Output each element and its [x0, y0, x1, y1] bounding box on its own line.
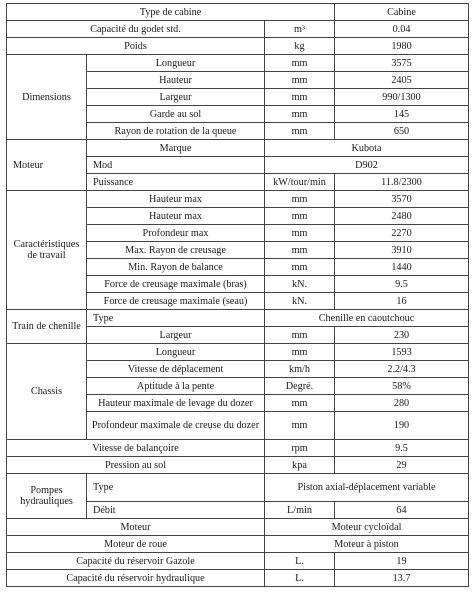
row-value: 1440	[335, 259, 469, 276]
row-label: Moteur de roue	[7, 536, 265, 553]
table-row	[7, 457, 469, 474]
row-value: 16	[335, 293, 469, 310]
row-value: Piston axial-déplacement variable	[265, 474, 469, 502]
table-row	[7, 55, 469, 72]
row-value: D902	[265, 157, 469, 174]
row-unit: mm	[265, 72, 335, 89]
row-value: 650	[335, 123, 469, 140]
row-label: Moteur	[7, 519, 265, 536]
row-label: Largeur	[87, 327, 265, 344]
row-unit: mm	[265, 344, 335, 361]
row-unit: mm	[265, 89, 335, 106]
row-value: 9.5	[335, 440, 469, 457]
row-value: 3575	[335, 55, 469, 72]
group-label-travail: Caractéristiques de travail	[7, 191, 87, 310]
row-label: Capacité du godet std.	[7, 21, 265, 38]
row-label: Type	[87, 310, 265, 327]
table-row	[7, 140, 469, 157]
row-label: Hauteur maximale de levage du dozer	[87, 395, 265, 412]
row-label: Puissance	[87, 174, 265, 191]
table-row	[7, 553, 469, 570]
table-row	[7, 4, 469, 21]
row-label: Vitesse de déplacement	[87, 361, 265, 378]
row-label: Profondeur max	[87, 225, 265, 242]
table-row	[7, 474, 469, 502]
row-label: Marque	[87, 140, 265, 157]
table-row	[7, 440, 469, 457]
row-unit: L.	[265, 553, 335, 570]
row-value: 2270	[335, 225, 469, 242]
row-unit: rpm	[265, 440, 335, 457]
row-unit: mm	[265, 259, 335, 276]
row-value: 13.7	[335, 570, 469, 587]
row-label: Vitesse de balançoire	[7, 440, 265, 457]
row-label: Rayon de rotation de la queue	[87, 123, 265, 140]
row-label: Hauteur max	[87, 191, 265, 208]
row-label: Capacité du réservoir hydraulique	[7, 570, 265, 587]
row-value: 29	[335, 457, 469, 474]
row-value: 19	[335, 553, 469, 570]
row-value: 2480	[335, 208, 469, 225]
row-value: Chenille en caoutchouc	[265, 310, 469, 327]
row-value: Moteur cycloïdal	[265, 519, 469, 536]
row-label: Mod	[87, 157, 265, 174]
row-label: Min. Rayon de balance	[87, 259, 265, 276]
row-label: Force de creusage maximale (bras)	[87, 276, 265, 293]
row-value: 280	[335, 395, 469, 412]
row-label: Type de cabine	[7, 4, 335, 21]
row-unit: mm	[265, 412, 335, 440]
row-label: Poids	[7, 38, 265, 55]
row-unit: km/h	[265, 361, 335, 378]
row-label: Hauteur	[87, 72, 265, 89]
row-value: Kubota	[265, 140, 469, 157]
group-label-pompes: Pompes hydrauliques	[7, 474, 87, 519]
row-label: Capacité du réservoir Gazole	[7, 553, 265, 570]
row-value: 1593	[335, 344, 469, 361]
row-label: Force de creusage maximale (seau)	[87, 293, 265, 310]
row-unit: kg	[265, 38, 335, 55]
row-unit: mm	[265, 55, 335, 72]
row-unit: mm	[265, 123, 335, 140]
table-row	[7, 519, 469, 536]
group-label-moteur: Moteur	[7, 140, 87, 191]
row-unit: mm	[265, 191, 335, 208]
row-value: 145	[335, 106, 469, 123]
row-label: Longueur	[87, 55, 265, 72]
row-unit: kpa	[265, 457, 335, 474]
row-unit: L.	[265, 570, 335, 587]
row-value: 58%	[335, 378, 469, 395]
row-unit: mm	[265, 242, 335, 259]
row-label: Aptitude à la pente	[87, 378, 265, 395]
row-label: Longueur	[87, 344, 265, 361]
row-label: Débit	[87, 502, 265, 519]
row-label: Garde au sol	[87, 106, 265, 123]
row-label: Profondeur maximale de creuse du dozer	[87, 412, 265, 440]
row-unit: mm	[265, 106, 335, 123]
row-unit: mm	[265, 208, 335, 225]
row-unit: m³	[265, 21, 335, 38]
table-row	[7, 570, 469, 587]
row-value: 230	[335, 327, 469, 344]
row-value: 2405	[335, 72, 469, 89]
table-row	[7, 38, 469, 55]
row-value: 990/1300	[335, 89, 469, 106]
row-unit: mm	[265, 395, 335, 412]
row-unit: Degré.	[265, 378, 335, 395]
row-value: 9.5	[335, 276, 469, 293]
row-value: 3910	[335, 242, 469, 259]
row-unit: L/min	[265, 502, 335, 519]
row-value: Moteur à piston	[265, 536, 469, 553]
row-value: Cabine	[335, 4, 469, 21]
row-label: Pression au sol	[7, 457, 265, 474]
row-value: 1980	[335, 38, 469, 55]
table-row	[7, 536, 469, 553]
row-unit: mm	[265, 225, 335, 242]
group-label-dimensions: Dimensions	[7, 55, 87, 140]
row-label: Type	[87, 474, 265, 502]
row-value: 0.04	[335, 21, 469, 38]
row-unit: kW/tour/min	[265, 174, 335, 191]
table-row	[7, 310, 469, 327]
table-row	[7, 21, 469, 38]
row-label: Largeur	[87, 89, 265, 106]
row-value: 11.8/2300	[335, 174, 469, 191]
table-row	[7, 344, 469, 361]
row-value: 190	[335, 412, 469, 440]
spec-table	[6, 3, 469, 587]
group-label-train: Train de chenille	[7, 310, 87, 344]
row-value: 64	[335, 502, 469, 519]
row-unit: kN.	[265, 276, 335, 293]
row-value: 3570	[335, 191, 469, 208]
row-label: Hauteur max	[87, 208, 265, 225]
row-value: 2.2/4.3	[335, 361, 469, 378]
group-label-chassis: Chassis	[7, 344, 87, 440]
row-unit: mm	[265, 327, 335, 344]
row-label: Max. Rayon de creusage	[87, 242, 265, 259]
table-row	[7, 191, 469, 208]
row-unit: kN.	[265, 293, 335, 310]
